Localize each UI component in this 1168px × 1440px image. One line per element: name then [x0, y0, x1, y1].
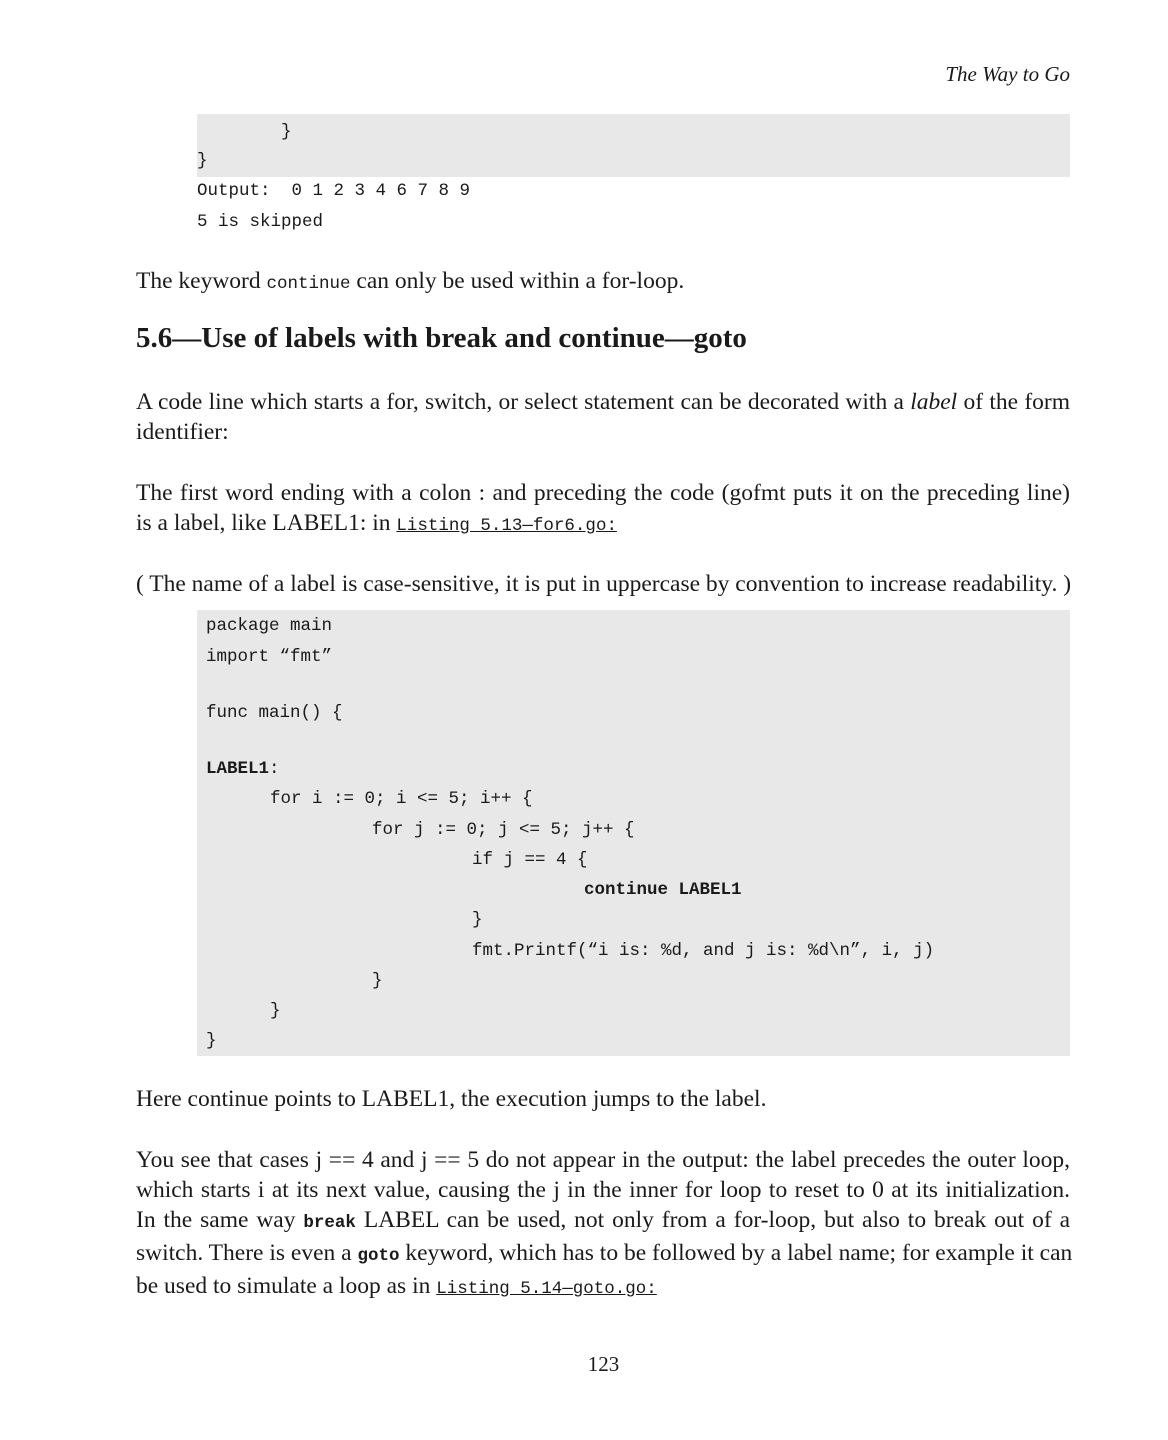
text: be used to simulate a loop as in — [136, 1273, 437, 1299]
text: which starts i at its next value, causing the j in the inner for loop to reset to 0 at its initialization. — [136, 1177, 1070, 1203]
code-block-fragment — [197, 114, 1070, 177]
code-line: func main() { — [206, 703, 343, 723]
code-listing — [197, 610, 1070, 1056]
code-line: continue LABEL1 — [584, 880, 742, 900]
text: is a label, like LABEL1: in — [136, 510, 397, 536]
paragraph-here — [136, 1084, 1070, 1114]
code-line-label — [206, 758, 280, 780]
listing-link[interactable]: Listing 5.13—for6.go: — [396, 516, 617, 536]
colon: : — [269, 759, 280, 779]
paragraph-label — [136, 387, 1070, 447]
text: The keyword — [136, 268, 267, 294]
text: A code line which starts a for, switch, or select statement can be decorated with a — [136, 389, 911, 415]
code-line: fmt.Printf(“i is: %d, and j is: %d\n”, i, j) — [472, 941, 935, 961]
paragraph-continue — [136, 266, 1070, 299]
code-line: if j == 4 { — [472, 850, 588, 870]
text: The first word ending with a colon : and preceding the code (gofmt puts it on the preceding line) — [136, 480, 1070, 506]
emphasis: label — [910, 389, 958, 415]
text: keyword, which has to be followed by a label name; for example it can — [399, 1240, 1073, 1266]
inline-code: continue — [266, 274, 351, 294]
running-head: The Way to Go — [945, 62, 1070, 86]
text: You see that cases j == 4 and j == 5 do not appear in the output: the label precedes the outer loop, — [136, 1147, 1070, 1173]
text: switch. There is even a — [136, 1240, 358, 1266]
paragraph-first-word — [136, 478, 1070, 541]
page-number: 123 — [587, 1352, 620, 1376]
code-line: package main — [206, 616, 333, 636]
section-heading: 5.6—Use of labels with break and continue—goto — [136, 322, 747, 354]
inline-code: break — [303, 1213, 356, 1233]
inline-code: goto — [357, 1246, 400, 1266]
listing-link[interactable]: Listing 5.14—goto.go: — [436, 1279, 657, 1299]
code-line: } — [270, 1001, 281, 1021]
code-line: import “fmt” — [206, 647, 333, 667]
text: identifier: — [136, 419, 229, 445]
code-line: } — [472, 910, 483, 930]
code-line: } — [372, 971, 383, 991]
code-line: for j := 0; j <= 5; j++ { — [372, 820, 635, 840]
code-line: for i := 0; i <= 5; i++ { — [270, 789, 533, 809]
text: In the same way — [136, 1207, 304, 1233]
output-line: 5 is skipped — [197, 212, 324, 232]
label-name: LABEL1 — [206, 759, 270, 779]
text: ( The name of a label is case-sensitive, it is put in uppercase by convention to increase readability. ) — [136, 571, 1072, 597]
text: LABEL can be used, not only from a for-loop, but also to break out of a — [355, 1207, 1070, 1233]
text: of the form — [957, 389, 1071, 415]
code-line: } — [197, 151, 208, 171]
text: Here continue points to LABEL1, the execution jumps to the label. — [136, 1086, 767, 1112]
output-line: Output: 0 1 2 3 4 6 7 8 9 — [197, 181, 471, 201]
code-line: } — [206, 1031, 217, 1051]
text: can only be used within a for-loop. — [350, 268, 685, 294]
code-line: } — [197, 122, 292, 142]
paragraph-cases — [136, 1145, 1073, 1304]
paragraph-case — [136, 569, 1070, 599]
